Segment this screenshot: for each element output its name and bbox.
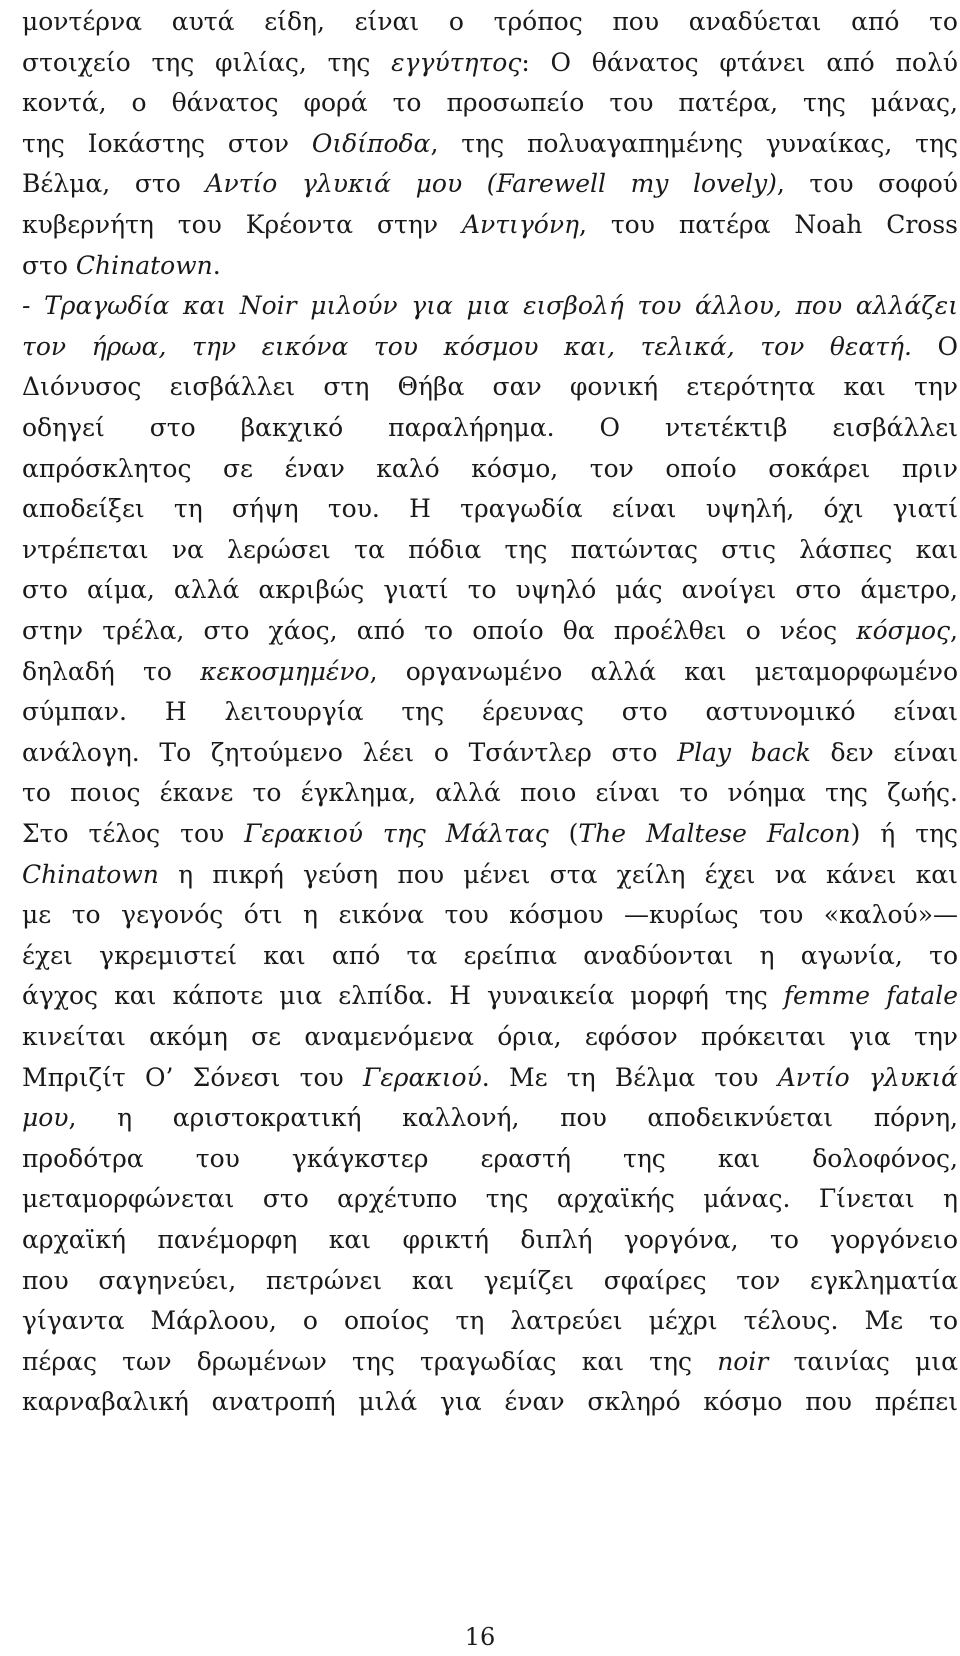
text-line: [22, 609, 958, 653]
text-line: [22, 650, 958, 694]
text-span: της Ιοκάστης στον: [22, 128, 312, 158]
text-span: ανάλογη. Το ζητούμενο λέει ο Τσάντλερ στο: [22, 737, 678, 767]
text-span: το ποιος έκανε το έγκλημα, αλλά ποιο είναι το νόημα της ζωής.: [22, 778, 958, 808]
text-line: [22, 974, 958, 1018]
italic-text: κόσμος: [856, 616, 951, 645]
italic-text: noir: [717, 1346, 769, 1376]
text-line: [22, 528, 958, 572]
italic-text: Play back: [677, 737, 811, 767]
text-line: [22, 690, 958, 734]
italic-text: The Maltese Falcon: [578, 819, 851, 848]
text-span: δηλαδή το: [22, 656, 201, 686]
text-span: οδηγεί στο βακχικό παραλήρημα. Ο ντετέκτιβ εισβάλλει: [22, 413, 958, 442]
page-number: 16: [464, 1623, 496, 1651]
text-line: [22, 203, 958, 247]
italic-text: Οιδίποδα: [311, 128, 431, 158]
text-span: ) ή της: [850, 819, 959, 848]
italic-text: Γερακιού της Μάλτας: [244, 819, 549, 848]
text-span: δεν είναι: [810, 737, 958, 767]
text-span: στοιχείο της φιλίας, της: [22, 47, 392, 77]
text-span: Μπριζίτ Ο’ Σόνεσι του: [22, 1062, 363, 1092]
text-span: , η αριστοκρατική καλλονή, που αποδεικνύεται πόρνη,: [68, 1103, 958, 1133]
text-line: [22, 731, 958, 775]
text-line: [22, 365, 958, 409]
text-span: στην τρέλα, στο χάος, από το οποίο θα προέλθει ο νέος: [22, 616, 857, 645]
text-line: [22, 771, 958, 815]
italic-text: Αντίο γλυκιά: [777, 1062, 959, 1092]
text-line: [22, 568, 958, 612]
text-line: [22, 284, 958, 328]
text-span: πέρας των δρωμένων της τραγωδίας και της: [22, 1346, 718, 1376]
text-span: καρναβαλική ανατροπή μιλά για έναν σκληρό κόσμο που πρέπει: [22, 1387, 958, 1417]
text-span: προδότρα του γκάγκστερ εραστή της και δολοφόνος,: [22, 1143, 958, 1173]
text-span: με το γεγονός ότι η εικόνα του κόσμου —κυρίως του «καλού»—: [22, 900, 958, 930]
text-span: αρχαϊκή πανέμορφη και φρικτή διπλή γοργόνα, το γοργόνειο: [22, 1225, 958, 1254]
italic-text: Γερακιού: [363, 1062, 482, 1092]
italic-text: Αντίο γλυκιά μου (Farewell my lovely): [205, 169, 777, 199]
text-span: άγχος και κάποτε μια ελπίδα. Η γυναικεία μορφή της: [22, 981, 784, 1011]
text-span: αποδείξει τη σήψη του. Η τραγωδία είναι υψηλή, όχι γιατί: [22, 494, 958, 524]
text-span: : Ο θάνατος φτάνει από πολύ: [521, 47, 958, 77]
text-span: μεταμορφώνεται στο αρχέτυπο της αρχαϊκής μάνας. Γίνεται η: [22, 1184, 958, 1214]
text-span: μοντέρνα αυτά είδη, είναι ο τρόπος που αναδύεται από το: [22, 7, 958, 36]
text-span: ,: [950, 616, 958, 645]
text-line: [22, 325, 958, 369]
italic-text: Αντιγόνη: [461, 210, 579, 239]
text-span: στο αίμα, αλλά ακριβώς γιατί το υψηλό μάς ανοίγει στο άμετρο,: [22, 575, 958, 605]
text-line: [22, 447, 958, 491]
text-span: .: [212, 250, 221, 280]
text-span: κυβερνήτη του Κρέοντα στην: [22, 210, 462, 239]
text-span: . Με τη Βέλμα του: [481, 1062, 778, 1092]
italic-text: Chinatown: [75, 250, 213, 280]
italic-text: εγγύτητος: [391, 47, 522, 77]
text-span: απρόσκλητος σε έναν καλό κόσμο, τον οποίο σοκάρει πριν: [22, 453, 958, 483]
text-line: [22, 122, 958, 166]
text-line: [22, 1177, 958, 1221]
text-line: [22, 0, 958, 44]
text-line: [22, 1096, 958, 1140]
text-line: [22, 1137, 958, 1181]
text-line: [22, 934, 958, 978]
italic-text: - Τραγωδία και Noir μιλούν για μια εισβολή του άλλου, που αλλάζει: [22, 291, 958, 321]
text-span: , του πατέρα Noah Cross: [579, 210, 958, 239]
text-line: [22, 812, 958, 856]
text-span: ταινίας μια: [768, 1346, 958, 1376]
text-line: [22, 244, 958, 288]
text-line: [22, 853, 958, 897]
text-span: η πικρή γεύση που μένει στα χείλη έχει να κάνει και: [158, 859, 958, 889]
text-line: [22, 406, 958, 450]
text-span: , της πολυαγαπημένης γυναίκας, της: [430, 128, 958, 158]
text-line: [22, 41, 958, 85]
text-span: σύμπαν. Η λειτουργία της έρευνας στο αστυνομικό είναι: [22, 697, 958, 727]
text-span: κινείται ακόμη σε αναμενόμενα όρια, εφόσον πρόκειται για την: [22, 1022, 958, 1051]
text-line: [22, 162, 958, 206]
text-span: έχει γκρεμιστεί και από τα ερείπια αναδύονται η αγωνία, το: [22, 940, 958, 970]
text-line: [22, 1299, 958, 1343]
italic-text: femme fatale: [783, 981, 959, 1011]
text-line: [22, 487, 958, 531]
italic-text: Chinatown: [22, 859, 159, 889]
text-span: Στο τέλος του: [22, 819, 245, 848]
text-span: κοντά, ο θάνατος φορά το προσωπείο του πατέρα, της μάνας,: [22, 88, 958, 118]
text-line: [22, 1259, 958, 1303]
italic-text: κεκοσμημένο: [200, 656, 370, 686]
text-span: γίγαντα Μάρλοου, ο οποίος τη λατρεύει μέχρι τέλους. Με το: [22, 1306, 958, 1336]
italic-text: μου: [22, 1103, 69, 1133]
text-span: (: [548, 819, 579, 848]
text-line: [22, 893, 958, 937]
text-span: που σαγηνεύει, πετρώνει και γεμίζει σφαίρες τον εγκληματία: [22, 1265, 958, 1295]
text-line: [22, 1340, 958, 1384]
text-line: [22, 1380, 958, 1424]
text-span: , οργανωμένο αλλά και μεταμορφωμένο: [369, 656, 958, 686]
text-span: ντρέπεται να λερώσει τα πόδια της πατώντας στις λάσπες και: [22, 534, 958, 564]
italic-text: τον ήρωα, την εικόνα του κόσμου και, τελικά, τον θεατή.: [22, 331, 912, 361]
text-line: [22, 1056, 958, 1100]
text-line: [22, 81, 958, 125]
text-span: στο: [22, 250, 76, 280]
text-span: Βέλμα, στο: [22, 169, 206, 199]
text-span: , του σοφού: [776, 169, 958, 199]
text-span: Ο: [911, 331, 959, 361]
text-line: [22, 1218, 958, 1262]
text-line: [22, 1015, 958, 1059]
text-span: Διόνυσος εισβάλλει στη Θήβα σαν φονική ετερότητα και την: [22, 372, 958, 402]
